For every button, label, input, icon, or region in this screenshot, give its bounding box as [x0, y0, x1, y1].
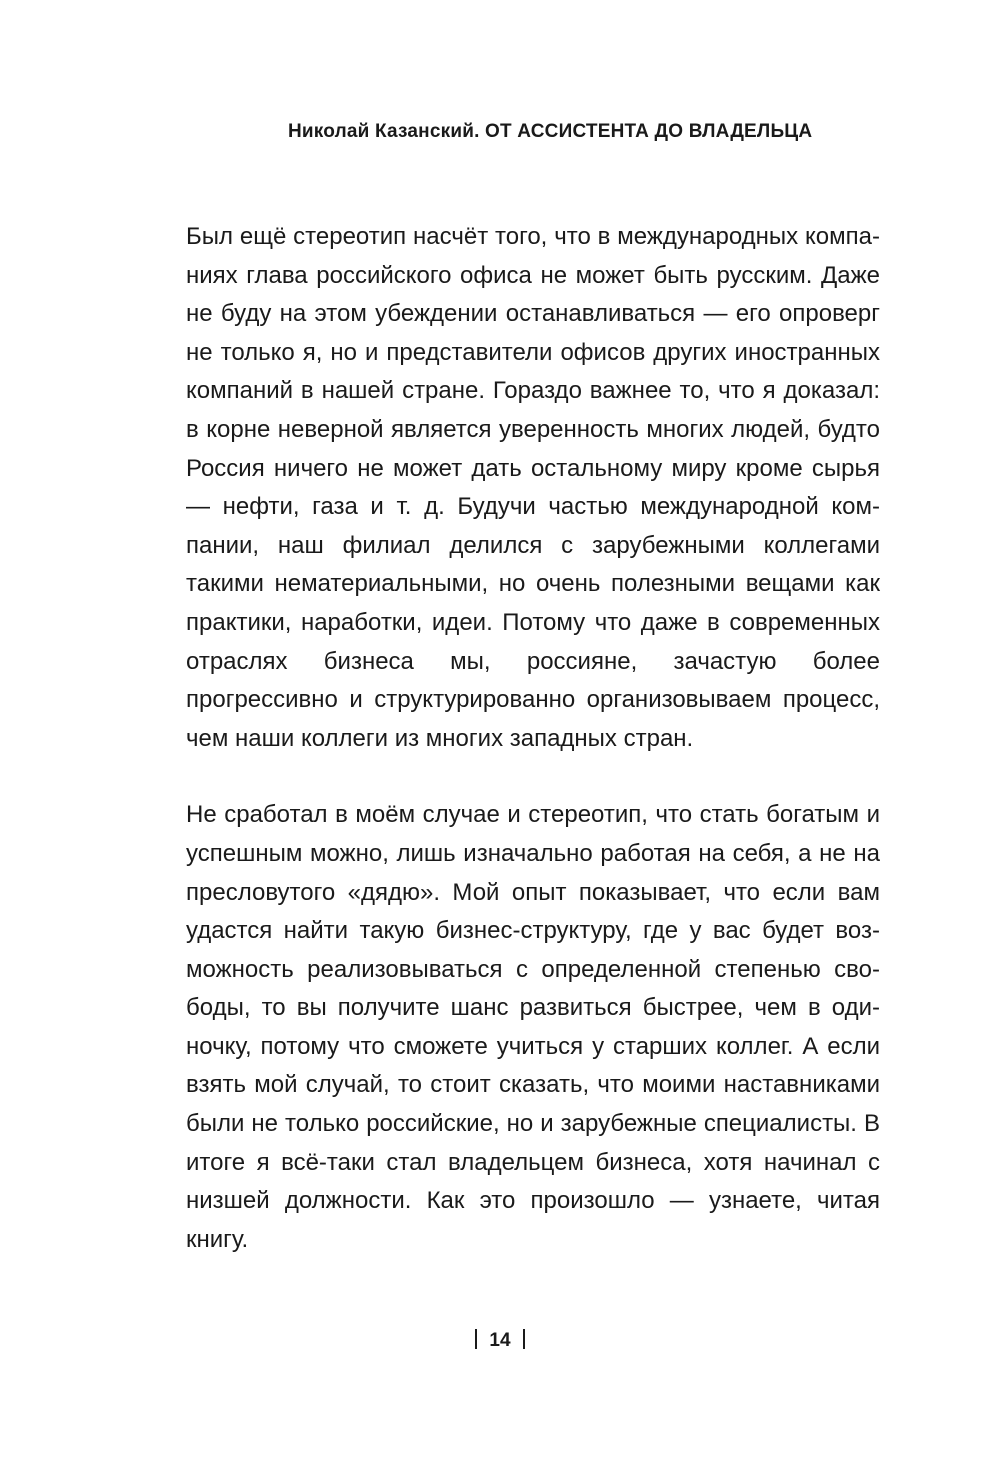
page-number: 14 — [489, 1330, 511, 1351]
running-title: Николай Казанский. ОТ АССИСТЕНТА ДО ВЛАДЕЛЬЦА — [288, 121, 813, 142]
body-text — [186, 218, 880, 1259]
running-header — [0, 118, 1000, 146]
page-number-footer — [0, 1328, 1000, 1354]
right-divider — [523, 1329, 525, 1349]
paragraph-2: Не сработал в моём случае и стереотип, что стать богатым и успешным можно, лишь изначально работая на себя, а не на пресловутого «дядю». Мой опыт показывает, что если вам удастся найти такую бизнес-структуру, где у вас будет возможность реализовываться с определенной степенью свободы, то вы получите шанс развиться быстрее, чем в одиночку, потому что сможете учиться у старших коллег. А если взять мой случай, то стоит сказать, что моими наставниками были не только российские, но и зарубежные специалисты. В итоге я всё-таки стал владельцем бизнеса, хотя начинал с низшей должности. Как это произошло — узнаете, читая книгу. — [186, 801, 880, 1253]
paragraph-1: Был ещё стереотип насчёт того, что в международных компаниях глава российского офиса не может быть русским. Даже не буду на этом убеждении останавливаться — его опроверг не только я, но и представители офисов других иностранных компаний в нашей стране. Гораздо важнее то, что я доказал: в корне неверной является уверенность многих людей, будто Россия ничего не может дать остальному миру кроме сырья — нефти, газа и т. д. Будучи частью международной компании, наш филиал делился с зарубежными коллегами такими нематериальными, но очень полезными вещами как практики, наработки, идеи. Потому что даже в современных отраслях бизнеса мы, россияне, зачастую более прогрессивно и структурированно организовываем процесс, чем наши коллеги из многих западных стран. — [186, 223, 880, 752]
